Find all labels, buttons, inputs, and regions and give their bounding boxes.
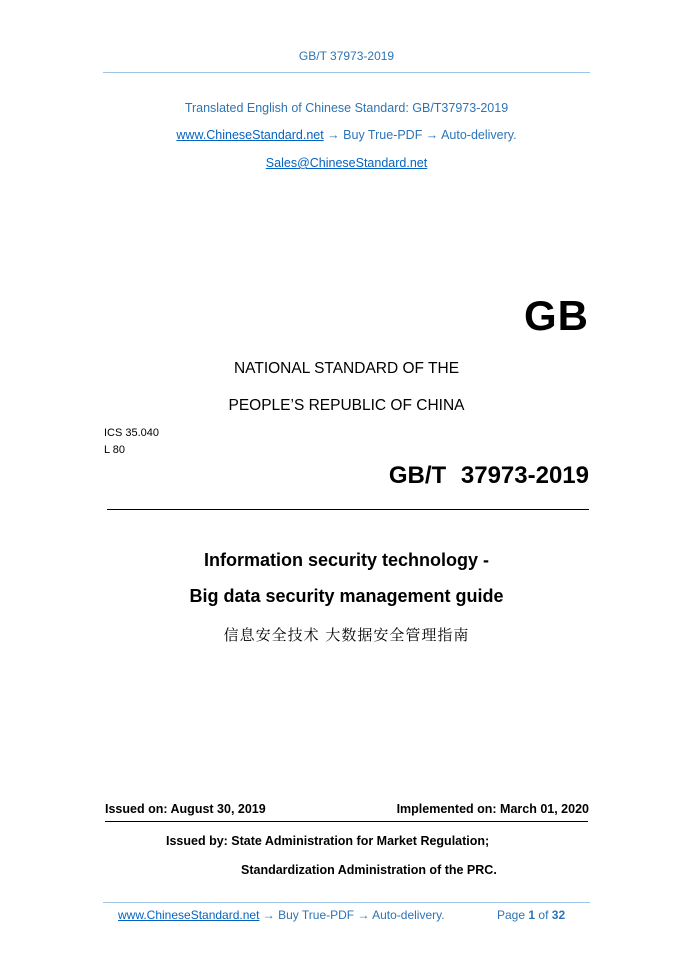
title-line1: Information security technology - xyxy=(203,550,490,570)
footer-divider xyxy=(103,902,590,903)
dates-divider xyxy=(105,821,588,822)
issued-by-line1: Issued by: State Administration for Market Regulation; xyxy=(166,834,490,848)
l-code: L 80 xyxy=(104,444,126,456)
ics-code: ICS 35.040 xyxy=(104,427,160,439)
promo-buy-line xyxy=(0,128,693,142)
page-total: 32 xyxy=(551,908,566,922)
page-current: 1 xyxy=(528,908,536,922)
page-label: Page xyxy=(497,908,526,922)
title-chinese: 信息安全技术 大数据安全管理指南 xyxy=(223,626,470,644)
footer-page-number xyxy=(497,908,565,922)
title-line2: Big data security management guide xyxy=(189,586,504,606)
footer-buy-line xyxy=(118,908,445,922)
footer-site-link[interactable]: www.ChineseStandard.net xyxy=(118,908,260,922)
issued-on-date: Issued on: August 30, 2019 xyxy=(105,802,266,816)
implemented-on-date: Implemented on: March 01, 2020 xyxy=(396,802,589,816)
gb-mark: GB xyxy=(524,292,589,339)
standard-number-divider xyxy=(107,509,589,510)
promo-email-line xyxy=(0,156,693,170)
issued-by-line2: Standardization Administration of the PRC. xyxy=(241,863,497,877)
header-divider xyxy=(103,72,590,73)
standard-number: GB/T 37973-2019 xyxy=(388,462,589,489)
promo-email-link[interactable]: Sales@ChineseStandard.net xyxy=(265,156,428,170)
national-standard-line2: PEOPLE’S REPUBLIC OF CHINA xyxy=(228,397,465,414)
page-of: of xyxy=(538,908,549,922)
promo-buy-text: → Buy True-PDF → Auto-delivery. xyxy=(323,128,517,142)
national-standard-line1: NATIONAL STANDARD OF THE xyxy=(233,360,460,377)
header-doc-code: GB/T 37973-2019 xyxy=(298,49,395,63)
footer-buy-text: → Buy True-PDF → Auto-delivery. xyxy=(259,908,445,922)
promo-site-link[interactable]: www.ChineseStandard.net xyxy=(176,128,324,142)
promo-translation-line: Translated English of Chinese Standard: GB/T37973-2019 xyxy=(184,101,509,115)
